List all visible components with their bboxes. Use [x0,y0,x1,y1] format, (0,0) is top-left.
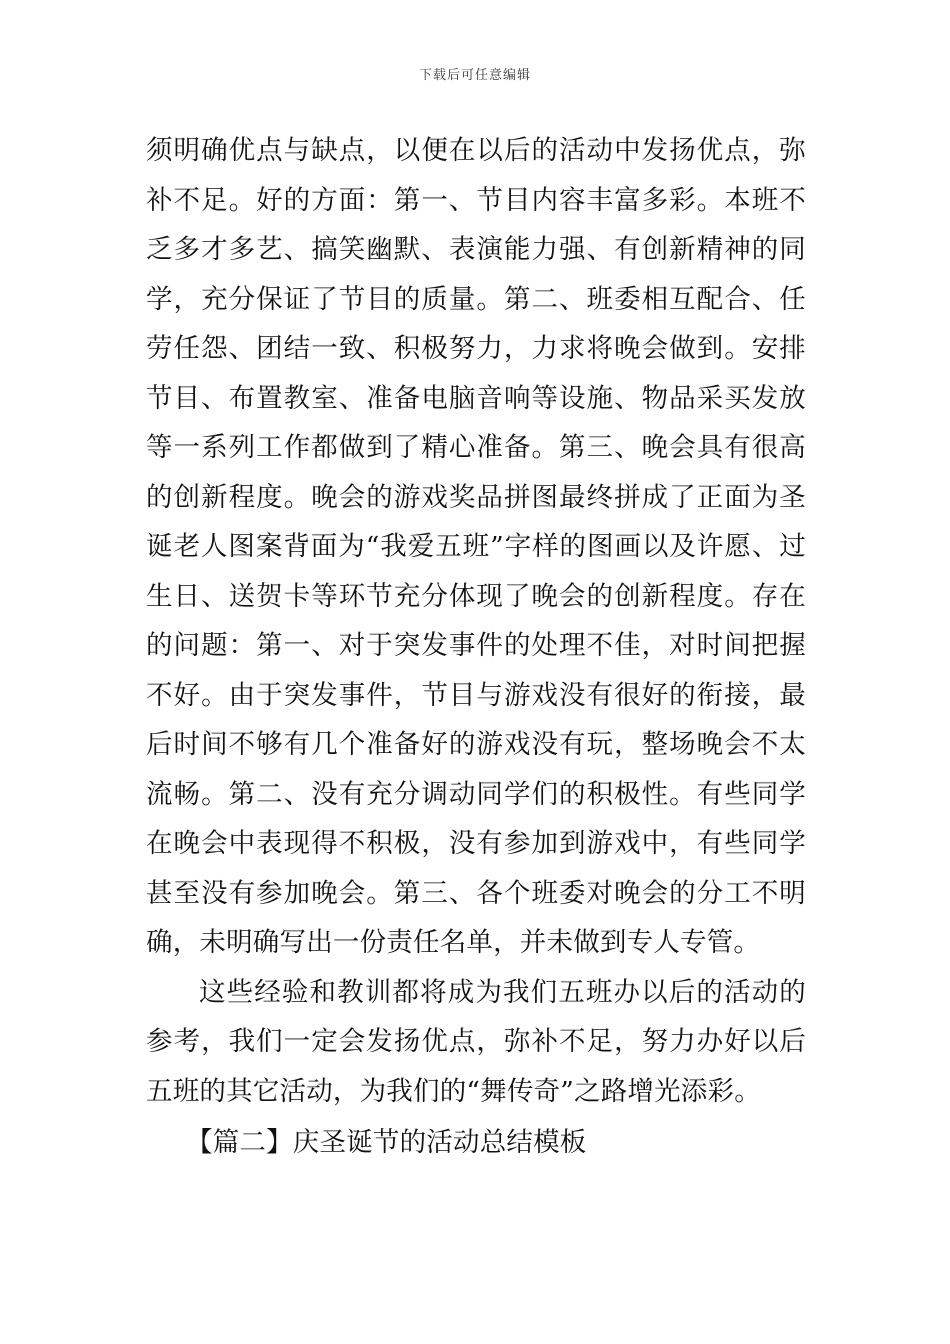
body-paragraph: 须明确优点与缺点，以便在以后的活动中发扬优点，弥补不足。好的方面：第一、节目内容丰富多彩。本班不乏多才多艺、搞笑幽默、表演能力强、有创新精神的同学，充分保证了节目的质量。第二、班委相互配合、任劳任怨、团结一致、积极努力，力求将晚会做到。安排节目、布置教室、准备电脑音响等设施、物品采买发放等一系列工作都做到了精心准备。第三、晚会具有很高的创新程度。晚会的游戏奖品拼图最终拼成了正面为圣诞老人图案背面为“我爱五班”字样的图画以及许愿、过生日、送贺卡等环节充分体现了晚会的创新程度。存在的问题：第一、对于突发事件的处理不佳，对时间把握不好。由于突发事件，节目与游戏没有很好的衔接，最后时间不够有几个准备好的游戏没有玩，整场晚会不太流畅。第二、没有充分调动同学们的积极性。有些同学在晚会中表现得不积极，没有参加到游戏中，有些同学甚至没有参加晚会。第三、各个班委对晚会的分工不明确，未明确写出一份责任名单，并未做到专人专管。 [146,135,806,958]
page-header-note: 下载后可任意编辑 [418,68,531,83]
body-paragraph: 这些经验和教训都将成为我们五班办以后的活动的参考，我们一定会发扬优点，弥补不足，努力办好以后五班的其它活动，为我们的“舞传奇”之路增光添彩。 [146,976,806,1107]
document-body [146,126,806,1168]
section-heading: 【篇二】庆圣诞节的活动总结模板 [186,1127,587,1158]
